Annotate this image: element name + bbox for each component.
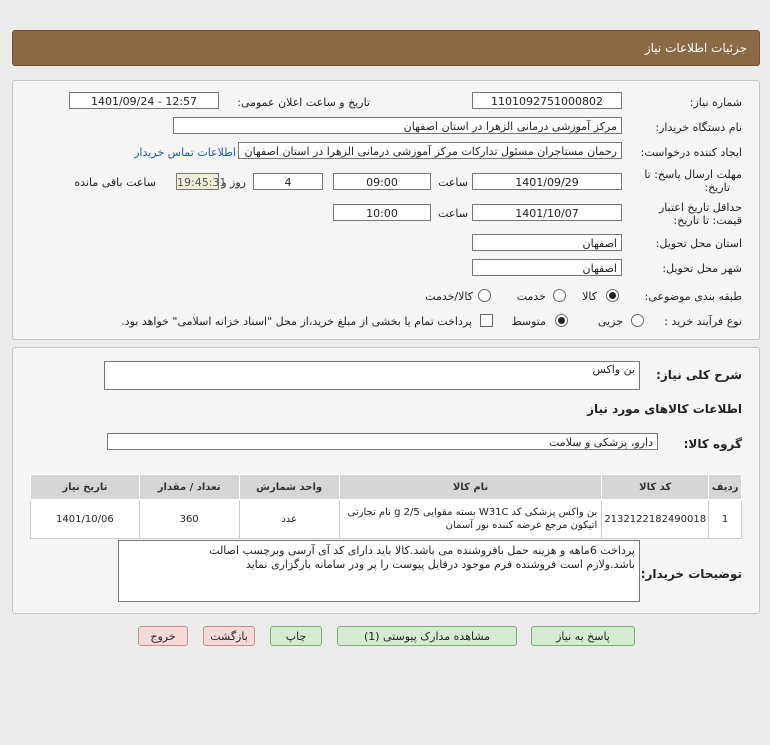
- page-header: [12, 30, 760, 66]
- buyer-notes-line-1: پرداخت 6ماهه و هزینه حمل بافروشنده می باشد.کالا باید دارای کد آی آرسی وبرچسب اصالت: [209, 544, 635, 557]
- deadline-time-label: ساعت: [438, 176, 468, 189]
- col-name-header: نام کالا: [339, 475, 601, 500]
- col-code-header: کد کالا: [602, 475, 709, 500]
- buyer-notes-label: توضیحات خریدار:: [640, 567, 742, 581]
- category-radio-goods[interactable]: [606, 289, 619, 302]
- validity-time-field: 10:00: [333, 204, 431, 221]
- process-label: نوع فرآیند خرید :: [664, 315, 742, 328]
- category-radio-goods-service[interactable]: [478, 289, 491, 302]
- goods-table: [30, 474, 742, 539]
- requester-field: رحمان مستاجران مسئول تدارکات مرکز آموزشی درمانی الزهرا در استان اصفهان: [238, 142, 622, 159]
- print-button[interactable]: چاپ: [270, 626, 322, 646]
- cell-qty: 360: [139, 500, 239, 539]
- goods-group-field: دارو، پزشکی و سلامت: [107, 433, 658, 450]
- page-title: جزئیات اطلاعات نیاز: [644, 41, 747, 55]
- cell-row: 1: [709, 500, 742, 539]
- category-radio-service[interactable]: [553, 289, 566, 302]
- cell-unit: عدد: [239, 500, 339, 539]
- validity-label-2: قیمت: تا تاریخ:: [673, 214, 742, 227]
- goods-group-label: گروه کالا:: [683, 437, 742, 451]
- payment-note: پرداخت تمام یا بخشی از مبلغ خرید،از محل "اسناد خزانه اسلامی" خواهد بود.: [121, 315, 472, 328]
- buyer-notes-field: [118, 540, 640, 602]
- description-label: شرح کلی نیاز:: [656, 368, 742, 382]
- table-row[interactable]: [31, 500, 742, 539]
- col-date-header: تاریخ نیاز: [31, 475, 140, 500]
- category-option-goods: کالا: [582, 290, 597, 303]
- contact-info-link[interactable]: اطلاعات تماس خریدار: [134, 146, 236, 159]
- city-field: اصفهان: [472, 259, 622, 276]
- process-option-minor: جزیی: [597, 315, 623, 328]
- exit-button[interactable]: خروج: [138, 626, 188, 646]
- category-option-goods-service: کالا/خدمت: [425, 290, 473, 303]
- table-header-row: [31, 475, 742, 500]
- cell-date: 1401/10/06: [31, 500, 140, 539]
- deadline-label-2: تاریخ:: [704, 181, 730, 194]
- province-label: استان محل تحویل:: [655, 237, 742, 250]
- city-label: شهر محل تحویل:: [662, 262, 742, 275]
- days-label: روز و: [221, 176, 246, 189]
- back-button[interactable]: بازگشت: [203, 626, 255, 646]
- attachments-button[interactable]: مشاهده مدارک پیوستی (1): [337, 626, 517, 646]
- province-field: اصفهان: [472, 234, 622, 251]
- announce-label: تاریخ و ساعت اعلان عمومی:: [237, 96, 370, 109]
- process-radio-medium[interactable]: [555, 314, 568, 327]
- requester-label: ایجاد کننده درخواست:: [640, 146, 742, 159]
- validity-label: حداقل تاریخ اعتبار: [658, 201, 742, 214]
- cell-code: 2132122182490018: [602, 500, 709, 539]
- reply-button[interactable]: پاسخ به نیاز: [531, 626, 635, 646]
- category-option-service: خدمت: [516, 290, 546, 303]
- process-radio-minor[interactable]: [631, 314, 644, 327]
- description-field: بن واکس: [104, 361, 640, 390]
- buyer-notes-line-2: باشد.ولازم است فروشنده فرم موجود درفایل پیوست را پر ودر سامانه بارگزاری نماید: [245, 558, 635, 571]
- validity-date-field: 1401/10/07: [472, 204, 622, 221]
- category-label: طبقه بندی موضوعی:: [644, 290, 742, 303]
- col-row-header: ردیف: [709, 475, 742, 500]
- process-option-medium: متوسط: [511, 315, 546, 328]
- buyer-org-label: نام دستگاه خریدار:: [655, 121, 742, 134]
- deadline-time-field: 09:00: [333, 173, 431, 190]
- col-unit-header: واحد شمارش: [239, 475, 339, 500]
- need-number-field: 1101092751000802: [472, 92, 622, 109]
- remaining-label: ساعت باقی مانده: [74, 176, 156, 189]
- treasury-checkbox[interactable]: [480, 314, 493, 327]
- days-field: 4: [253, 173, 323, 190]
- deadline-label: مهلت ارسال پاسخ: تا: [644, 168, 742, 181]
- cell-name: بن واکس پزشکی کد W31C بسته مقوایی 2/5 g نام تجارتی اتیکون مرجع عرضه کننده نور آسمان: [339, 500, 601, 539]
- need-number-label: شماره نیاز:: [689, 96, 742, 109]
- validity-time-label: ساعت: [438, 207, 468, 220]
- announce-field: 1401/09/24 - 12:57: [69, 92, 219, 109]
- remaining-time-field: 19:45:31: [176, 173, 219, 190]
- deadline-date-field: 1401/09/29: [472, 173, 622, 190]
- goods-info-title: اطلاعات کالاهای مورد نیاز: [587, 402, 742, 416]
- buyer-org-field: مرکز آموزشی درمانی الزهرا در استان اصفهان: [173, 117, 622, 134]
- col-qty-header: تعداد / مقدار: [139, 475, 239, 500]
